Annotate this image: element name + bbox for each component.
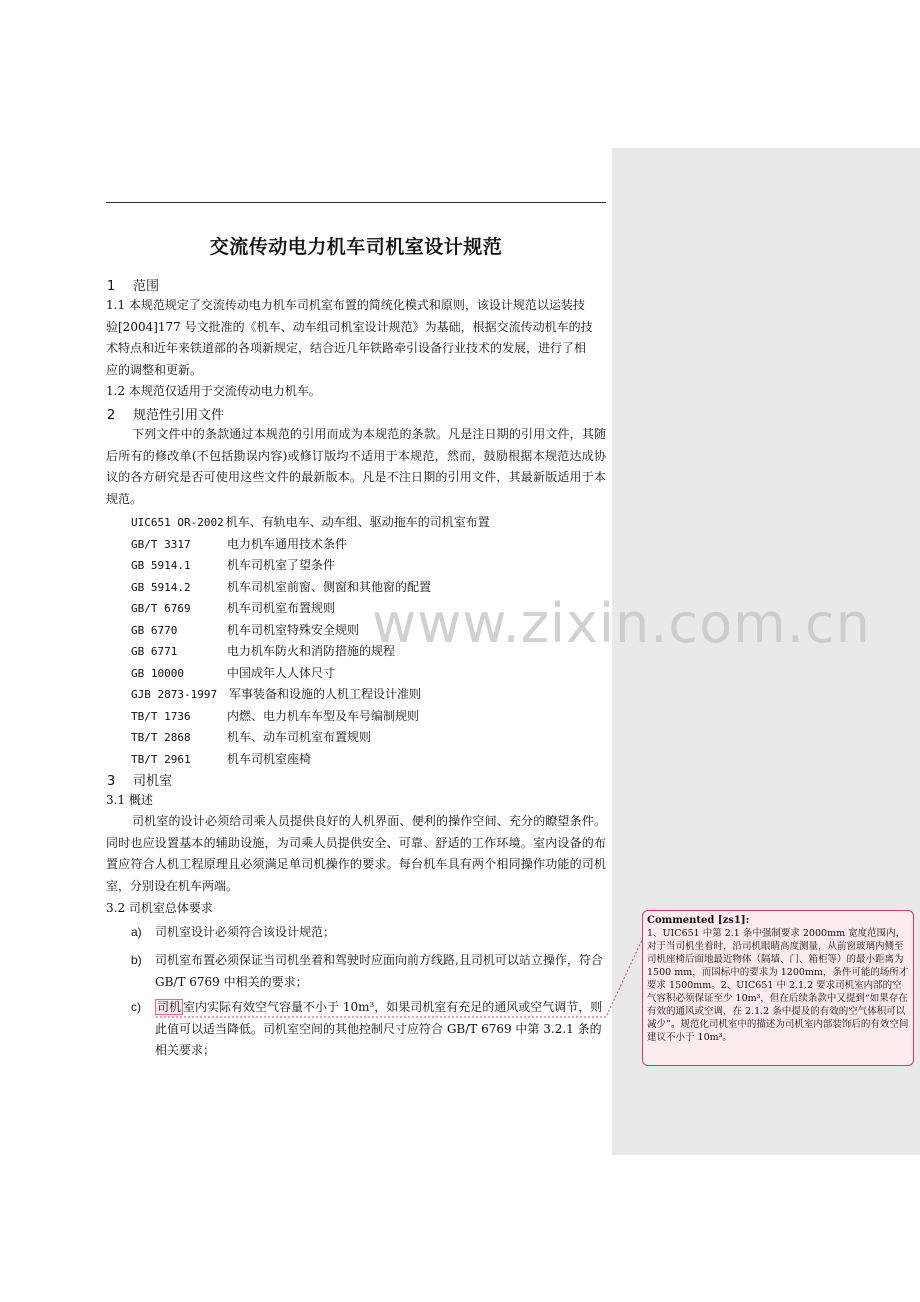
requirement-item-a — [131, 922, 606, 944]
reference-code: UIC651 OR-2002 — [131, 516, 224, 529]
reference-code: GJB 2873-1997 — [131, 688, 218, 701]
section-2-title: 规范性引用文件 — [133, 408, 225, 423]
reference-title: 机车、动车司机室布置规则 — [227, 730, 372, 744]
section-1-1-line-4: 应的调整和更新。 — [106, 362, 203, 377]
reference-code: GB/T 6769 — [131, 602, 191, 615]
section-1-1-line-3: 术特点和近年来铁道部的各项新规定，结合近几年铁路牵引设备行业技术的发展，进行了相 — [106, 341, 587, 355]
reference-code: GB/T 3317 — [131, 537, 191, 551]
section-3-heading — [107, 770, 172, 789]
reference-item — [131, 684, 490, 706]
reference-code: TB/T 2961 — [131, 752, 191, 766]
watermark: www.zixin.com.cn — [372, 592, 871, 655]
reference-title: 电力机车通用技术条件 — [227, 536, 348, 551]
section-1-title: 范围 — [133, 279, 160, 294]
requirement-label: a) — [131, 925, 142, 939]
requirement-item-b — [131, 950, 606, 993]
reference-title: 中国成年人人体尺寸 — [227, 665, 336, 680]
reference-title: 机车司机室了望条件 — [227, 558, 336, 572]
reference-code: GB 5914.2 — [131, 580, 191, 594]
requirement-text: 室内实际有效空气容量不小于 10m³，如果司机室有充足的通风或空气调节，则此值可以适当降低。司机室空间的其他控制尺寸应符合 GB/T 6769 中第 3.2.1 条的相关要求； — [155, 1000, 603, 1057]
reference-code: GB 6771 — [131, 645, 178, 658]
header-rule — [106, 202, 606, 203]
reference-code: TB/T 2868 — [131, 731, 191, 744]
comment-header: Commented [zs1]: — [647, 915, 750, 926]
reference-title: 机车司机室前窗、侧窗和其他窗的配置 — [227, 579, 432, 594]
reference-code: GB 5914.1 — [131, 559, 191, 572]
section-1-number: 1 — [107, 279, 116, 294]
section-3-1-title: 3.1 概述 — [106, 793, 153, 807]
section-1-1-line-1: 1.1 本规范规定了交流传动电力机车司机室布置的简统化模式和原则，该设计规范以运装技 — [106, 298, 585, 312]
section-3-title: 司机室 — [133, 774, 173, 789]
reference-title: 机车、有轨电车、动车组、驱动拖车的司机室布置 — [225, 515, 490, 529]
reference-title: 机车司机室布置规则 — [227, 601, 336, 615]
section-3-number: 3 — [107, 774, 116, 789]
section-1-heading — [107, 275, 159, 294]
section-1-2-text: 1.2 本规范仅适用于交流传动电力机车。 — [106, 384, 321, 398]
comment-anchor-highlight[interactable]: 司机 — [157, 1000, 182, 1014]
requirement-label: b) — [131, 953, 142, 967]
reference-item — [131, 663, 490, 685]
requirement-label: c) — [131, 1000, 141, 1014]
reference-item — [131, 749, 490, 771]
requirement-text: 司机室布置必须保证当司机坐着和驾驶时应面向前方线路,且司机可以站立操作，符合 GB/T 6769 中相关的要求； — [155, 953, 603, 989]
section-3-1-text: 司机室的设计必须给司乘人员提供良好的人机界面、便利的操作空间、充分的瞭望条件。同时也应设置基本的辅助设施，为司乘人员提供安全、可靠、舒适的工作环境。室内设备的布置应符合人机工程原理且必须满足单司机操作的要求。每台机车具有两个相同操作功能的司机室，分别设在机车两端。 — [106, 814, 606, 893]
reference-code: GB 6770 — [131, 623, 178, 637]
requirement-text-wrapper — [155, 997, 606, 1062]
section-1-1-line-2: 验[2004]177 号文批准的《机车、动车组司机室设计规范》为基础，根据交流传动机车的技 — [106, 319, 593, 334]
comment-body: 1、UIC651 中第 2.1 条中强制要求 2000mm 宽度范围内，对于当司机坐着时，沿司机眼睛高度测量，从前窗玻璃内侧至司机座椅后面地最近物体（隔墙、门、箱柜等）的最小距离为 1500 mm，而国标中的要求为 1200mm，条件可能的场所才要求 1500mm。2、UIC651 中 2.1.2 要求司机室内部的空气容积必须保证至少 10m³，但在后续条款中又提到“如果存在有效的通风或空调，在 2.1.2 条中提及的有效的空气体积可以减少”。规范化司机室中的描述为司机室内部装饰后的有效空间建议不小于 10m³。 — [647, 928, 909, 1043]
reference-title: 电力机车防火和消防措施的规程 — [227, 644, 396, 658]
reference-item — [131, 555, 490, 577]
comment-balloon[interactable] — [642, 910, 914, 1066]
reference-item — [131, 534, 490, 556]
reference-item — [131, 512, 490, 534]
requirement-text: 司机室设计必须符合该设计规范； — [155, 925, 336, 939]
section-3-2-title: 3.2 司机室总体要求 — [106, 901, 213, 915]
reference-title: 军事装备和设施的人机工程设计准则 — [229, 687, 422, 701]
section-2-number: 2 — [107, 408, 116, 423]
reference-code: TB/T 1736 — [131, 709, 191, 723]
reference-title: 内燃、电力机车车型及车号编制规则 — [227, 708, 420, 723]
reference-title: 机车司机室特殊安全规则 — [227, 622, 360, 637]
reference-item — [131, 727, 490, 749]
requirement-item-c — [131, 997, 606, 1062]
reference-code: GB 10000 — [131, 666, 184, 680]
section-2-intro: 下列文件中的条款通过本规范的引用而成为本规范的条款。凡是注日期的引用文件，其随后所有的修改单(不包括勘误内容)或修订版均不适用于本规范，然而，鼓励根据本规范达成协议的各方研究是否可使用这些文件的最新版本。凡是不注日期的引用文件，其最新版适用于本规范。 — [106, 427, 606, 506]
reference-item — [131, 706, 490, 728]
reference-title: 机车司机室座椅 — [227, 751, 312, 766]
document-title: 交流传动电力机车司机室设计规范 — [209, 236, 503, 258]
section-2-heading — [107, 404, 224, 423]
